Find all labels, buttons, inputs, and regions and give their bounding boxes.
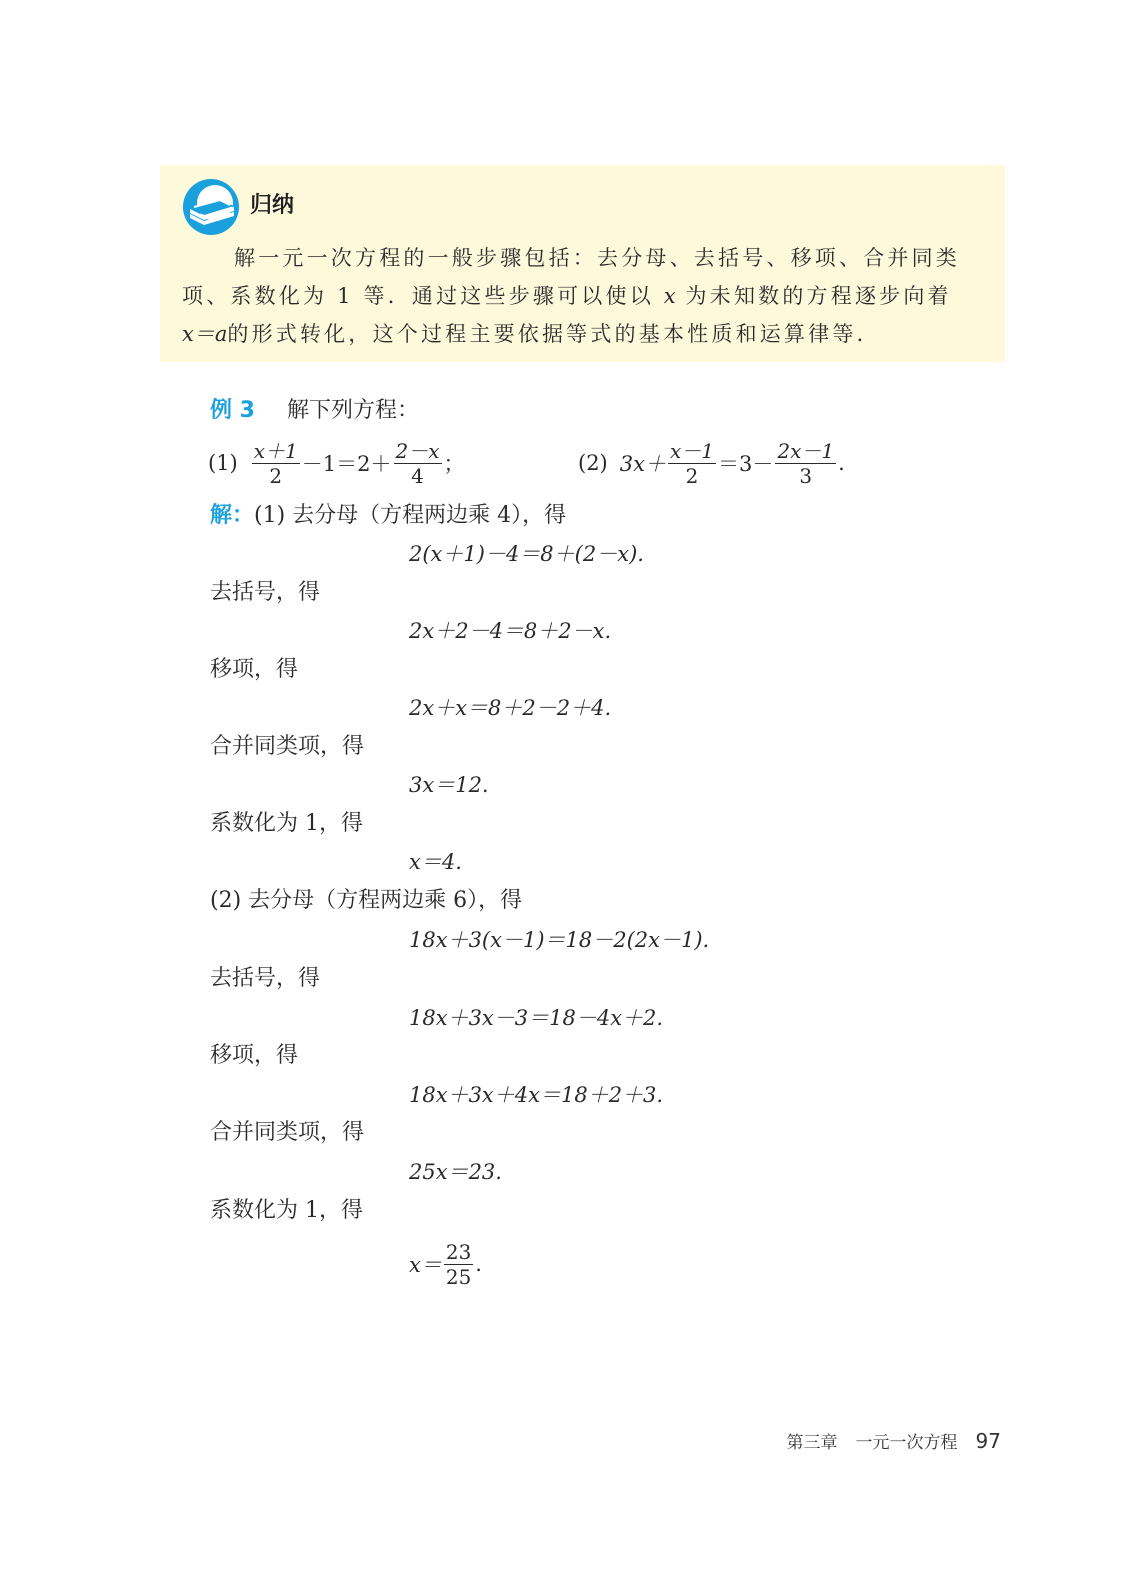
problem-1-middle: －1＝2＋ bbox=[301, 452, 392, 476]
summary-text bbox=[182, 239, 982, 353]
problem-1-fraction-1 bbox=[252, 438, 300, 488]
result-fraction bbox=[444, 1239, 473, 1289]
fraction-denominator: 25 bbox=[445, 1264, 472, 1289]
solution-step-2-1: (2) 去分母（方程两边乘 6），得 bbox=[210, 888, 523, 913]
problem-1-index: (1) bbox=[208, 451, 238, 475]
solution-step-1-3: 移项，得 bbox=[210, 657, 299, 682]
solution-step-1-5: 系数化为 1，得 bbox=[210, 811, 363, 836]
solution-eq-1-1: 2(x＋1)－4＝8＋(2－x). bbox=[409, 542, 644, 566]
solution-eq-1-2: 2x＋2－4＝8＋2－x. bbox=[409, 619, 612, 643]
problem-1-end: ； bbox=[443, 452, 465, 476]
solution-eq-2-4: 25x＝23. bbox=[409, 1160, 502, 1184]
page-number: 97 bbox=[975, 1429, 1001, 1453]
problem-1 bbox=[208, 437, 465, 489]
problem-2-index: (2) bbox=[578, 451, 608, 475]
problem-1-fraction-2 bbox=[394, 438, 442, 488]
summary-line-1: 解一元一次方程的一般步骤包括：去分母、去括号、移项、合并同类 bbox=[234, 246, 960, 270]
solution-step-2-2: 去括号，得 bbox=[210, 966, 321, 991]
eq-lhs: x＝ bbox=[409, 1253, 442, 1277]
example-heading bbox=[210, 396, 419, 426]
problem-2-middle: ＝3－ bbox=[717, 452, 774, 476]
solution-step-1-4: 合并同类项，得 bbox=[210, 734, 365, 759]
example-label: 例 3 bbox=[210, 398, 255, 423]
step-text: (1) 去分母（方程两边乘 4），得 bbox=[254, 503, 567, 528]
page-footer bbox=[787, 1428, 1001, 1453]
summary-line-3-text: 的形式转化，这个过程主要依据等式的基本性质和运算律等． bbox=[227, 322, 881, 346]
eq-end: . bbox=[475, 1252, 482, 1276]
fraction-denominator: 3 bbox=[799, 463, 813, 488]
solution-step-2-5: 系数化为 1，得 bbox=[210, 1198, 363, 1223]
solution-eq-1-4: 3x＝12. bbox=[409, 773, 489, 797]
solution-step-1-1 bbox=[210, 501, 566, 531]
fraction-numerator: 23 bbox=[445, 1239, 472, 1264]
solution-step-1-2: 去括号，得 bbox=[210, 580, 321, 605]
problem-2-fraction-1 bbox=[668, 438, 716, 488]
summary-title: 归纳 bbox=[250, 193, 295, 218]
var-x: x bbox=[663, 284, 676, 308]
summary-line-3 bbox=[182, 315, 982, 353]
fraction-numerator: 2－x bbox=[395, 438, 440, 463]
solution-label: 解： bbox=[210, 503, 255, 528]
example-prompt: 解下列方程： bbox=[286, 398, 419, 423]
solution-eq-2-2: 18x＋3x－3＝18－4x＋2. bbox=[409, 1006, 664, 1030]
problem-2 bbox=[578, 437, 845, 489]
solution-eq-2-5 bbox=[409, 1238, 482, 1290]
problem-2-prefix: 3x＋ bbox=[619, 452, 666, 476]
summary-line-2-a: 项、系数化为 1 等．通过这些步骤可以使以 bbox=[182, 284, 654, 308]
fraction-denominator: 2 bbox=[269, 463, 283, 488]
problem-2-end: . bbox=[838, 451, 845, 475]
solution-eq-2-3: 18x＋3x＋4x＝18＋2＋3. bbox=[409, 1083, 664, 1107]
fraction-numerator: x－1 bbox=[669, 438, 714, 463]
solution-eq-1-3: 2x＋x＝8＋2－2＋4. bbox=[409, 696, 612, 720]
book-stack-icon bbox=[182, 178, 240, 236]
fraction-denominator: 2 bbox=[685, 463, 699, 488]
solution-step-2-4: 合并同类项，得 bbox=[210, 1120, 365, 1145]
solution-eq-2-1: 18x＋3(x－1)＝18－2(2x－1). bbox=[409, 928, 710, 952]
fraction-denominator: 4 bbox=[411, 463, 424, 488]
summary-line-2 bbox=[182, 277, 982, 315]
solution-eq-1-5: x＝4. bbox=[409, 850, 462, 874]
fraction-numerator: x＋1 bbox=[253, 438, 298, 463]
form-x-equals-a: x＝a bbox=[182, 322, 228, 346]
chapter-title: 一元一次方程 bbox=[855, 1433, 958, 1453]
fraction-numerator: 2x－1 bbox=[777, 438, 835, 463]
summary-line-2-b: 为未知数的方程逐步向着 bbox=[685, 284, 952, 308]
solution-step-2-3: 移项，得 bbox=[210, 1043, 299, 1068]
chapter-number: 第三章 bbox=[786, 1433, 838, 1453]
problem-2-fraction-2 bbox=[775, 438, 836, 488]
summary-box bbox=[160, 165, 1005, 362]
